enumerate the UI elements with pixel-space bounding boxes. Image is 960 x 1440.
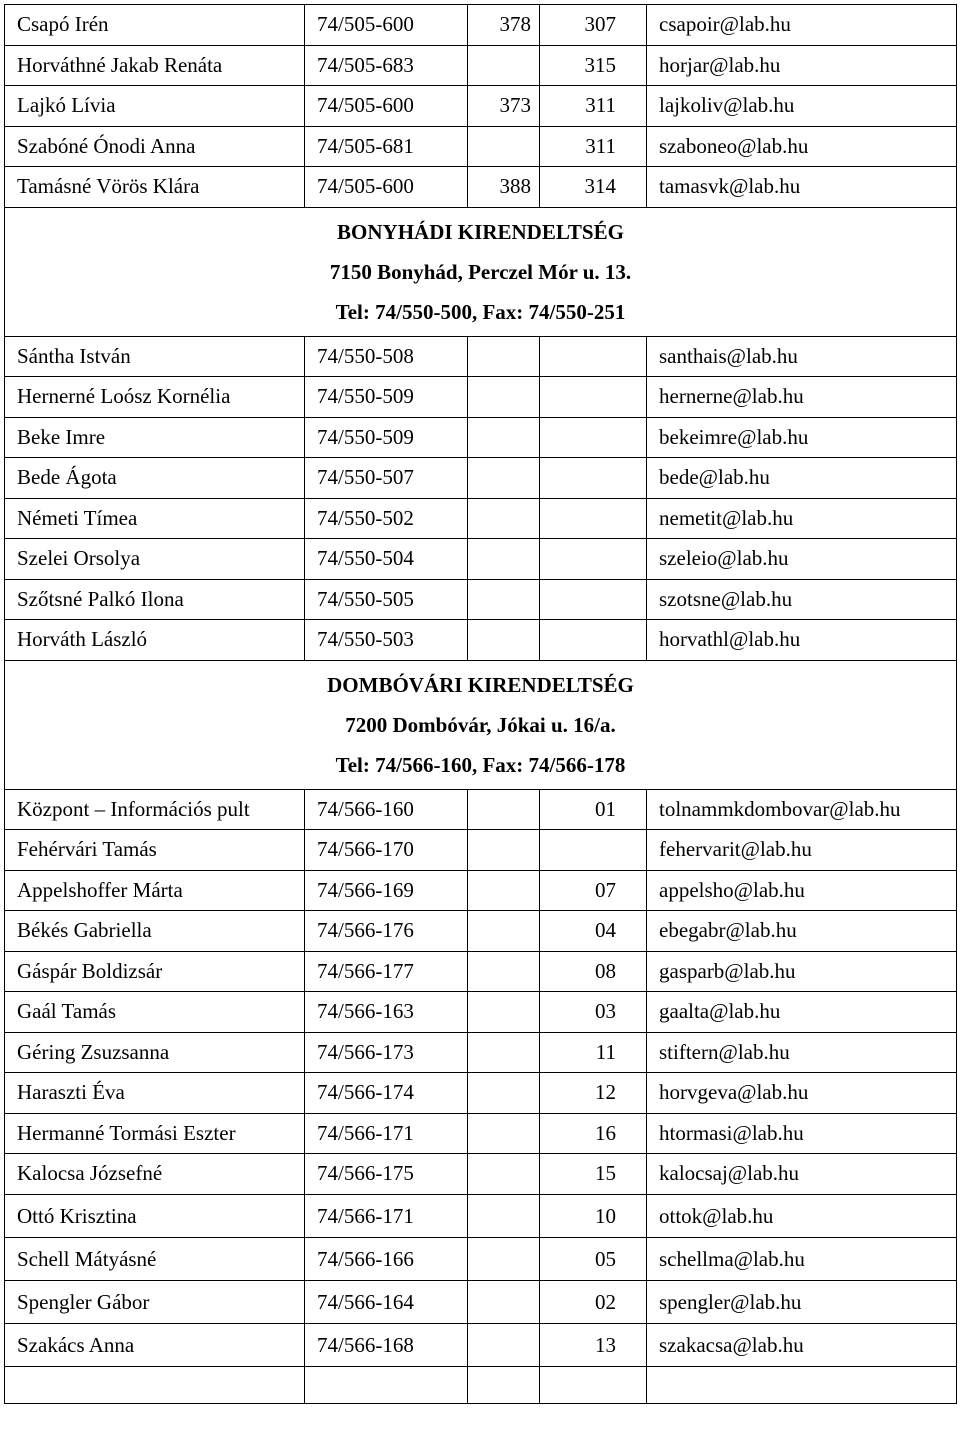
- person-name: Szakács Anna: [5, 1323, 305, 1366]
- person-name: Gaál Tamás: [5, 992, 305, 1033]
- person-name: Ottó Krisztina: [5, 1194, 305, 1237]
- email-address[interactable]: horjar@lab.hu: [647, 45, 957, 86]
- email-address[interactable]: fehervarit@lab.hu: [647, 830, 957, 871]
- extension-b: 04: [540, 911, 647, 952]
- extension-b: 314: [540, 167, 647, 208]
- email-address[interactable]: gasparb@lab.hu: [647, 951, 957, 992]
- table-row: [5, 620, 957, 661]
- table-row: [5, 911, 957, 952]
- extension-b: 307: [540, 5, 647, 46]
- phone-number: 74/566-174: [305, 1073, 468, 1114]
- extension-b: 08: [540, 951, 647, 992]
- branch-header-cell: [5, 660, 957, 789]
- extension-b: 15: [540, 1154, 647, 1195]
- phone-number: 74/550-509: [305, 377, 468, 418]
- table-row: [5, 1323, 957, 1366]
- phone-number: 74/550-504: [305, 539, 468, 580]
- phone-number: 74/550-503: [305, 620, 468, 661]
- extension-b: 07: [540, 870, 647, 911]
- extension-a: 373: [468, 86, 540, 127]
- empty-cell: [468, 1366, 540, 1403]
- branch-contact: Tel: 74/550-500, Fax: 74/550-251: [335, 299, 626, 324]
- extension-b: [540, 620, 647, 661]
- table-row: [5, 1280, 957, 1323]
- table-row: [5, 1237, 957, 1280]
- extension-a: [468, 336, 540, 377]
- extension-a: [468, 458, 540, 499]
- person-name: Beke Imre: [5, 417, 305, 458]
- table-row: [5, 539, 957, 580]
- email-address[interactable]: spengler@lab.hu: [647, 1280, 957, 1323]
- extension-b: 315: [540, 45, 647, 86]
- person-name: Bede Ágota: [5, 458, 305, 499]
- email-address[interactable]: hernerne@lab.hu: [647, 377, 957, 418]
- extension-b: [540, 377, 647, 418]
- person-name: Békés Gabriella: [5, 911, 305, 952]
- person-name: Lajkó Lívia: [5, 86, 305, 127]
- branch-header-cell: [5, 207, 957, 336]
- extension-a: [468, 417, 540, 458]
- email-address[interactable]: szakacsa@lab.hu: [647, 1323, 957, 1366]
- table-row: [5, 45, 957, 86]
- table-row: [5, 1113, 957, 1154]
- extension-a: [468, 498, 540, 539]
- extension-a: [468, 789, 540, 830]
- person-name: Szabóné Ónodi Anna: [5, 126, 305, 167]
- extension-a: [468, 830, 540, 871]
- extension-a: [468, 126, 540, 167]
- extension-b: 311: [540, 126, 647, 167]
- extension-b: [540, 539, 647, 580]
- extension-a: [468, 1032, 540, 1073]
- extension-a: [468, 992, 540, 1033]
- email-address[interactable]: lajkoliv@lab.hu: [647, 86, 957, 127]
- phone-number: 74/566-170: [305, 830, 468, 871]
- extension-a: [468, 1194, 540, 1237]
- extension-a: [468, 1154, 540, 1195]
- table-row: [5, 336, 957, 377]
- extension-a: [468, 1237, 540, 1280]
- email-address[interactable]: horvgeva@lab.hu: [647, 1073, 957, 1114]
- extension-b: [540, 579, 647, 620]
- empty-row: [5, 1366, 957, 1403]
- email-address[interactable]: appelsho@lab.hu: [647, 870, 957, 911]
- extension-b: 311: [540, 86, 647, 127]
- branch-contact: Tel: 74/566-160, Fax: 74/566-178: [335, 752, 626, 777]
- phone-number: 74/566-160: [305, 789, 468, 830]
- extension-b: [540, 458, 647, 499]
- person-name: Gáspár Boldizsár: [5, 951, 305, 992]
- phone-number: 74/566-169: [305, 870, 468, 911]
- phone-number: 74/566-163: [305, 992, 468, 1033]
- table-row: [5, 498, 957, 539]
- person-name: Horváth László: [5, 620, 305, 661]
- extension-b: 13: [540, 1323, 647, 1366]
- email-address[interactable]: tamasvk@lab.hu: [647, 167, 957, 208]
- email-address[interactable]: horvathl@lab.hu: [647, 620, 957, 661]
- phone-number: 74/505-683: [305, 45, 468, 86]
- empty-cell: [540, 1366, 647, 1403]
- extension-b: 01: [540, 789, 647, 830]
- email-address[interactable]: bede@lab.hu: [647, 458, 957, 499]
- extension-a: [468, 579, 540, 620]
- email-address[interactable]: stiftern@lab.hu: [647, 1032, 957, 1073]
- extension-a: [468, 951, 540, 992]
- extension-b: [540, 417, 647, 458]
- table-row: [5, 417, 957, 458]
- extension-a: [468, 620, 540, 661]
- email-address[interactable]: santhais@lab.hu: [647, 336, 957, 377]
- phone-number: 74/505-600: [305, 5, 468, 46]
- phone-number: 74/505-681: [305, 126, 468, 167]
- table-row: [5, 1032, 957, 1073]
- email-address[interactable]: ottok@lab.hu: [647, 1194, 957, 1237]
- extension-b: 03: [540, 992, 647, 1033]
- email-address[interactable]: schellma@lab.hu: [647, 1237, 957, 1280]
- email-address[interactable]: szeleio@lab.hu: [647, 539, 957, 580]
- extension-b: 02: [540, 1280, 647, 1323]
- person-name: Fehérvári Tamás: [5, 830, 305, 871]
- table-row: [5, 870, 957, 911]
- email-address[interactable]: gaalta@lab.hu: [647, 992, 957, 1033]
- phone-number: 74/566-175: [305, 1154, 468, 1195]
- extension-a: [468, 45, 540, 86]
- email-address[interactable]: ebegabr@lab.hu: [647, 911, 957, 952]
- person-name: Spengler Gábor: [5, 1280, 305, 1323]
- empty-cell: [305, 1366, 468, 1403]
- phone-number: 74/566-166: [305, 1237, 468, 1280]
- phone-number: 74/550-505: [305, 579, 468, 620]
- extension-b: 12: [540, 1073, 647, 1114]
- person-name: Szelei Orsolya: [5, 539, 305, 580]
- directory-table: [4, 4, 957, 1404]
- extension-a: [468, 1323, 540, 1366]
- extension-b: 16: [540, 1113, 647, 1154]
- branch-address: 7200 Dombóvár, Jókai u. 16/a.: [345, 712, 616, 737]
- phone-number: 74/566-171: [305, 1113, 468, 1154]
- phone-number: 74/566-171: [305, 1194, 468, 1237]
- directory-sheet: [4, 4, 957, 1404]
- phone-number: 74/566-173: [305, 1032, 468, 1073]
- table-row: [5, 458, 957, 499]
- extension-a: [468, 870, 540, 911]
- table-row: [5, 1154, 957, 1195]
- person-name: Szőtsné Palkó Ilona: [5, 579, 305, 620]
- phone-number: 74/566-176: [305, 911, 468, 952]
- email-address[interactable]: tolnammkdombovar@lab.hu: [647, 789, 957, 830]
- table-row: [5, 126, 957, 167]
- person-name: Horváthné Jakab Renáta: [5, 45, 305, 86]
- email-address[interactable]: kalocsaj@lab.hu: [647, 1154, 957, 1195]
- person-name: Kalocsa Józsefné: [5, 1154, 305, 1195]
- person-name: Schell Mátyásné: [5, 1237, 305, 1280]
- email-address[interactable]: htormasi@lab.hu: [647, 1113, 957, 1154]
- phone-number: 74/566-177: [305, 951, 468, 992]
- extension-b: 05: [540, 1237, 647, 1280]
- email-address[interactable]: bekeimre@lab.hu: [647, 417, 957, 458]
- phone-number: 74/505-600: [305, 86, 468, 127]
- phone-number: 74/550-502: [305, 498, 468, 539]
- person-name: Sántha István: [5, 336, 305, 377]
- table-row: [5, 992, 957, 1033]
- email-address[interactable]: szaboneo@lab.hu: [647, 126, 957, 167]
- extension-a: 388: [468, 167, 540, 208]
- phone-number: 74/566-168: [305, 1323, 468, 1366]
- table-row: [5, 579, 957, 620]
- extension-b: 10: [540, 1194, 647, 1237]
- table-row: [5, 1073, 957, 1114]
- extension-b: [540, 830, 647, 871]
- person-name: Csapó Irén: [5, 5, 305, 46]
- extension-a: [468, 1113, 540, 1154]
- person-name: Appelshoffer Márta: [5, 870, 305, 911]
- branch-header: [5, 207, 957, 336]
- extension-a: [468, 1073, 540, 1114]
- branch-title: DOMBÓVÁRI KIRENDELTSÉG: [327, 672, 634, 697]
- person-name: Németi Tímea: [5, 498, 305, 539]
- table-row: [5, 377, 957, 418]
- table-row: [5, 5, 957, 46]
- branch-title: BONYHÁDI KIRENDELTSÉG: [337, 219, 624, 244]
- empty-cell: [5, 1366, 305, 1403]
- branch-header: [5, 660, 957, 789]
- extension-b: [540, 498, 647, 539]
- phone-number: 74/550-507: [305, 458, 468, 499]
- person-name: Hernerné Loósz Kornélia: [5, 377, 305, 418]
- table-row: [5, 167, 957, 208]
- person-name: Hermanné Tormási Eszter: [5, 1113, 305, 1154]
- phone-number: 74/505-600: [305, 167, 468, 208]
- directory-body: [5, 5, 957, 1404]
- extension-a: 378: [468, 5, 540, 46]
- email-address[interactable]: nemetit@lab.hu: [647, 498, 957, 539]
- branch-address: 7150 Bonyhád, Perczel Mór u. 13.: [329, 259, 632, 284]
- extension-a: [468, 539, 540, 580]
- table-row: [5, 1194, 957, 1237]
- phone-number: 74/550-509: [305, 417, 468, 458]
- extension-a: [468, 1280, 540, 1323]
- extension-b: [540, 336, 647, 377]
- phone-number: 74/550-508: [305, 336, 468, 377]
- table-row: [5, 789, 957, 830]
- email-address[interactable]: csapoir@lab.hu: [647, 5, 957, 46]
- person-name: Haraszti Éva: [5, 1073, 305, 1114]
- extension-a: [468, 377, 540, 418]
- person-name: Központ – Információs pult: [5, 789, 305, 830]
- empty-cell: [647, 1366, 957, 1403]
- table-row: [5, 86, 957, 127]
- extension-b: 11: [540, 1032, 647, 1073]
- person-name: Géring Zsuzsanna: [5, 1032, 305, 1073]
- table-row: [5, 951, 957, 992]
- person-name: Tamásné Vörös Klára: [5, 167, 305, 208]
- email-address[interactable]: szotsne@lab.hu: [647, 579, 957, 620]
- table-row: [5, 830, 957, 871]
- extension-a: [468, 911, 540, 952]
- phone-number: 74/566-164: [305, 1280, 468, 1323]
